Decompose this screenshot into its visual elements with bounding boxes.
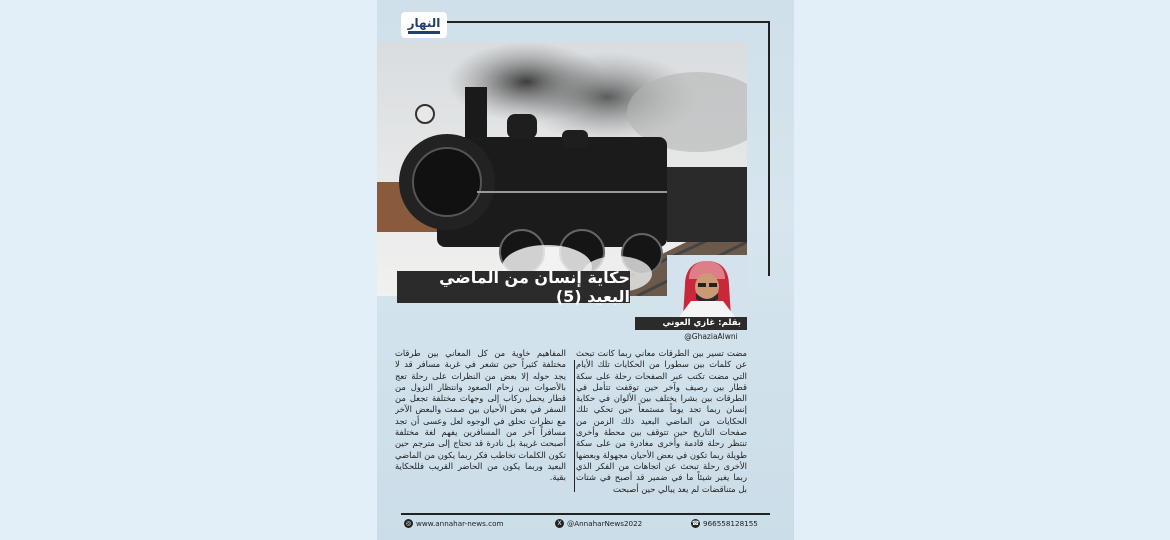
frame-line-right — [768, 21, 770, 276]
article-column-left: المفاهيم خاوية من كل المعاني بين طرقات مختلفة كثيراً حين تشعر في غربة مسافر قد لا يجد حوله إلا بعض من النظرات على رحلة تعج بالأصوات بين زحام الصعود وانتظار النزول من قطار يحمل ركاب إلى وجهات مختلفة تجعل من السفر في بعض الأحيان بين صمت والبعض الآخر مع نظرات تحلق في الوجوه لعل وعسى أن تجد مسافراً آخر من المسافرين يفهم لغة مختلفة أصبحت غريبة بل نادرة قد تحتاج إلى مترجم حين تكون الكلمات تخاطب فكر ربما يكون من الماضي البعيد وربما يكون من الحاضر القريب فللحكاية بقية. — [395, 348, 566, 483]
author-byline: بقلم: غازي العوني — [635, 317, 747, 330]
whatsapp-icon: ☎ — [691, 519, 700, 527]
article-title: حكاية إنسان من الماضي البعيد (5) — [397, 271, 630, 303]
annahar-logo[interactable] — [401, 12, 447, 38]
logo-underline — [408, 31, 440, 34]
footer-phone[interactable] — [691, 517, 758, 529]
newspaper-page — [377, 0, 794, 540]
twitter-text: @AnnaharNews2022 — [567, 518, 643, 528]
footer-website[interactable] — [404, 517, 503, 529]
column-divider — [574, 360, 575, 492]
article-column-right: مضت تسير بين الطرقات معاني ربما كانت تبحث عن كلمات بين سطورا من الحكايات تلك الأيام التي مضت تكتب عبر الصفحات رحلة على سكة قطار بين رصيف وآخر حين توقفت تتأمل في الطرقات بين بشرا يختلف بين الألوان في حكاية إنسان ربما تجد يوماً مستمعاً حين تحكي تلك الحكايات من الماضي البعيد ذلك الزمن من صفحات التاريخ حين تتوقف بين محطة وأخرى تنتظر رحلة قادمة وأخرى مغادرة من على سكة طويلة ربما تكون في بعض الأحيان مجهولة وبعضها الأخرى رحلة تبحث عن اتجاهات من الفكر الذي ربما يغير شيئاً ما في ضمير قد أصبح في شتات بل متناقضات لم يعد يبالي حين أصبحت — [576, 348, 747, 494]
globe-icon: ◎ — [405, 519, 412, 527]
x-icon: X — [555, 519, 564, 528]
logo-text: النهار — [407, 15, 441, 30]
footer-twitter[interactable] — [555, 517, 642, 529]
author-handle[interactable]: @GhaziaAlwni — [684, 332, 738, 341]
website-text: www.annahar-news.com — [416, 518, 504, 528]
author-portrait — [667, 255, 747, 317]
frame-line-top — [447, 21, 770, 23]
phone-text: 966558128155 — [703, 518, 758, 528]
footer-divider — [401, 513, 770, 515]
